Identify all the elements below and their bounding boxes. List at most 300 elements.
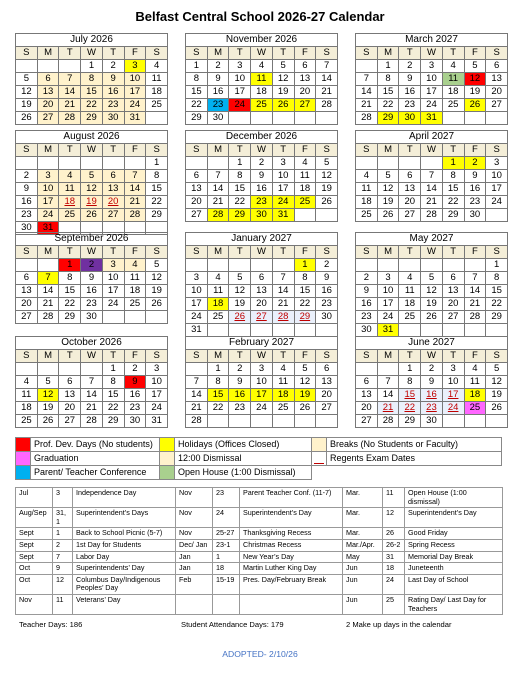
day-cell: 3: [272, 157, 294, 170]
empty-cell: [377, 363, 399, 376]
event-month: Mar.: [343, 508, 383, 528]
weekday-header: W: [421, 350, 443, 363]
day-cell: 29: [102, 415, 124, 428]
day-cell: 4: [59, 170, 81, 183]
day-cell: 31: [146, 415, 168, 428]
day-cell: 24: [186, 311, 208, 324]
day-cell: 30: [464, 209, 486, 222]
weekday-header: S: [486, 350, 508, 363]
legend-empty: [312, 466, 327, 480]
day-cell: 15: [442, 183, 464, 196]
event-row: [16, 574, 503, 594]
day-cell: 30: [316, 311, 338, 324]
weekday-header: T: [272, 144, 294, 157]
month-calendar: [185, 232, 338, 337]
event-month: Jul: [16, 488, 53, 508]
event-name: Martin Luther King Day: [240, 563, 343, 575]
event-date: 26-2: [383, 539, 405, 551]
day-cell: 10: [102, 272, 124, 285]
day-cell: 16: [124, 389, 146, 402]
legend-empty: [327, 466, 502, 480]
empty-cell: [377, 259, 399, 272]
day-cell: 26: [464, 99, 486, 112]
day-cell: 21: [81, 402, 103, 415]
day-cell: 16: [207, 86, 229, 99]
weekday-header: W: [421, 246, 443, 259]
day-cell: 6: [251, 272, 273, 285]
legend-label: Regents Exam Dates: [327, 452, 502, 466]
empty-cell: [229, 112, 251, 125]
weekday-header: T: [399, 350, 421, 363]
day-cell: 6: [356, 376, 378, 389]
day-cell: 15: [186, 86, 208, 99]
day-cell: 29: [486, 311, 508, 324]
empty-cell: [486, 415, 508, 428]
day-cell: 10: [229, 73, 251, 86]
day-cell: 22: [229, 196, 251, 209]
day-cell: 13: [486, 73, 508, 86]
day-cell: 1: [146, 157, 168, 170]
day-cell: 20: [294, 86, 316, 99]
legend-row: [16, 466, 502, 480]
day-cell: 30: [207, 112, 229, 125]
day-cell: 15: [486, 285, 508, 298]
empty-cell: [486, 112, 508, 125]
day-cell: 26: [294, 402, 316, 415]
weekday-header: S: [146, 47, 168, 60]
day-cell: 9: [207, 73, 229, 86]
day-cell: 25: [146, 99, 168, 112]
day-cell: 21: [316, 86, 338, 99]
day-cell: 31: [124, 112, 146, 125]
day-cell: 23: [356, 311, 378, 324]
day-cell: 15: [399, 389, 421, 402]
weekday-header: F: [464, 246, 486, 259]
day-cell: 19: [146, 285, 168, 298]
day-cell: 5: [229, 272, 251, 285]
event-date: 24: [213, 508, 240, 528]
day-cell: 2: [124, 363, 146, 376]
day-cell: 22: [294, 298, 316, 311]
day-cell: 24: [377, 311, 399, 324]
day-cell: 14: [464, 285, 486, 298]
day-cell: 16: [399, 86, 421, 99]
weekday-header: S: [16, 144, 38, 157]
day-cell: 24: [251, 402, 273, 415]
event-name: Superintendent’s Day: [405, 508, 503, 528]
day-cell: 8: [81, 73, 103, 86]
day-cell: 29: [442, 209, 464, 222]
day-cell: 6: [186, 170, 208, 183]
event-name: Superintendent’s Day: [240, 508, 343, 528]
day-cell: 9: [124, 376, 146, 389]
day-cell: 21: [377, 402, 399, 415]
day-cell: 1: [377, 60, 399, 73]
weekday-header: M: [207, 350, 229, 363]
event-month: Jan: [176, 563, 213, 575]
day-cell: 29: [81, 112, 103, 125]
day-cell: 5: [294, 363, 316, 376]
day-cell: 10: [421, 73, 443, 86]
day-cell: 11: [356, 183, 378, 196]
day-cell: 1: [81, 60, 103, 73]
weekday-header: F: [294, 350, 316, 363]
events-table: [15, 487, 503, 615]
event-name: Independence Day: [73, 488, 176, 508]
empty-cell: [81, 157, 103, 170]
day-cell: 5: [37, 376, 59, 389]
event-date: 12: [53, 574, 73, 594]
day-cell: 14: [124, 183, 146, 196]
event-month: Mar.: [343, 488, 383, 508]
day-cell: 15: [146, 183, 168, 196]
day-cell: 17: [486, 183, 508, 196]
day-cell: 16: [16, 196, 38, 209]
weekday-header: T: [272, 246, 294, 259]
weekday-header: W: [251, 47, 273, 60]
day-cell: 10: [442, 376, 464, 389]
day-cell: 22: [146, 196, 168, 209]
day-cell: 25: [272, 402, 294, 415]
weekday-header: M: [37, 246, 59, 259]
weekday-header: M: [377, 144, 399, 157]
day-cell: 5: [464, 60, 486, 73]
event-name: Spring Recess: [405, 539, 503, 551]
weekday-header: M: [37, 47, 59, 60]
day-cell: 27: [316, 402, 338, 415]
weekday-header: T: [272, 47, 294, 60]
weekday-header: S: [356, 246, 378, 259]
empty-cell: [229, 324, 251, 337]
day-cell: 20: [316, 389, 338, 402]
day-cell: 2: [81, 259, 103, 272]
day-cell: 8: [399, 376, 421, 389]
weekday-header: F: [294, 144, 316, 157]
day-cell: 30: [421, 415, 443, 428]
day-cell: 4: [207, 272, 229, 285]
day-cell: 29: [229, 209, 251, 222]
event-month: Sept: [16, 539, 53, 551]
day-cell: 11: [59, 183, 81, 196]
event-date: 18: [383, 563, 405, 575]
day-cell: 10: [37, 183, 59, 196]
day-cell: 1: [442, 157, 464, 170]
day-cell: 1: [486, 259, 508, 272]
day-cell: 15: [59, 285, 81, 298]
empty-cell: [272, 415, 294, 428]
empty-cell: [316, 324, 338, 337]
weekday-header: W: [81, 144, 103, 157]
event-date: 9: [53, 563, 73, 575]
page-title: Belfast Central School 2026-27 Calendar: [135, 9, 385, 24]
day-cell: 4: [251, 60, 273, 73]
day-cell: 19: [229, 298, 251, 311]
day-cell: 2: [399, 60, 421, 73]
weekday-header: M: [207, 246, 229, 259]
empty-cell: [207, 259, 229, 272]
day-cell: 30: [81, 311, 103, 324]
weekday-header: S: [146, 246, 168, 259]
legend-label: Holidays (Offices Closed): [175, 438, 312, 452]
empty-cell: [186, 363, 208, 376]
empty-cell: [272, 324, 294, 337]
day-cell: 17: [37, 196, 59, 209]
day-cell: 8: [229, 170, 251, 183]
empty-cell: [16, 363, 38, 376]
day-cell: 25: [356, 209, 378, 222]
weekday-header: T: [59, 350, 81, 363]
day-cell: 8: [442, 170, 464, 183]
empty-cell: [59, 60, 81, 73]
day-cell: 22: [442, 196, 464, 209]
day-cell: 20: [16, 298, 38, 311]
empty-cell: [146, 311, 168, 324]
day-cell: 17: [102, 285, 124, 298]
legend-label: Parent/ Teacher Conference: [31, 466, 160, 480]
day-cell: 23: [399, 99, 421, 112]
day-cell: 24: [124, 99, 146, 112]
legend-label: Graduation: [31, 452, 160, 466]
empty-cell: [124, 311, 146, 324]
empty-cell: [16, 157, 38, 170]
day-cell: 7: [124, 170, 146, 183]
day-cell: 23: [316, 298, 338, 311]
day-cell: 26: [316, 196, 338, 209]
weekday-header: S: [486, 144, 508, 157]
day-cell: 27: [251, 311, 273, 324]
day-cell: 3: [37, 170, 59, 183]
day-cell: 19: [421, 298, 443, 311]
month-title: June 2027: [356, 337, 508, 350]
weekday-header: W: [251, 144, 273, 157]
day-cell: 24: [421, 99, 443, 112]
day-cell: 28: [377, 415, 399, 428]
empty-cell: [81, 363, 103, 376]
day-cell: 26: [146, 298, 168, 311]
legend-label: Breaks (No Students or Faculty): [327, 438, 502, 452]
weekday-header: F: [294, 246, 316, 259]
day-cell: 15: [102, 389, 124, 402]
day-cell: 17: [272, 183, 294, 196]
day-cell: 9: [251, 170, 273, 183]
day-cell: 27: [356, 415, 378, 428]
day-cell: 4: [294, 157, 316, 170]
day-cell: 3: [146, 363, 168, 376]
empty-cell: [486, 209, 508, 222]
day-cell: 6: [102, 170, 124, 183]
day-cell: 31: [272, 209, 294, 222]
month-calendar: [185, 336, 338, 428]
adopted-date: ADOPTED- 2/10/26: [222, 649, 298, 659]
event-date: 15-19: [213, 574, 240, 594]
day-cell: 16: [251, 183, 273, 196]
legend-swatch: [16, 466, 31, 480]
event-row: [16, 508, 503, 528]
event-date: 1: [53, 528, 73, 540]
weekday-header: M: [37, 350, 59, 363]
event-date: 3: [53, 488, 73, 508]
day-cell: 12: [294, 376, 316, 389]
day-cell: 11: [294, 170, 316, 183]
legend-label: Open House (1:00 Dismissal): [175, 466, 312, 480]
day-cell: 22: [377, 99, 399, 112]
day-cell: 24: [102, 298, 124, 311]
weekday-header: S: [316, 47, 338, 60]
day-cell: 14: [59, 86, 81, 99]
empty-cell: [294, 112, 316, 125]
day-cell: 13: [399, 183, 421, 196]
day-cell: 13: [251, 285, 273, 298]
day-cell: 23: [81, 298, 103, 311]
event-name: Juneteenth: [405, 563, 503, 575]
event-name: Superintendents’ Day: [73, 563, 176, 575]
day-cell: 21: [37, 298, 59, 311]
makeup-days: 2 Make up days in the calendar: [346, 620, 452, 629]
empty-cell: [124, 157, 146, 170]
event-name: 1st Day for Students: [73, 539, 176, 551]
event-name: Labor Day: [73, 551, 176, 563]
day-cell: 30: [399, 112, 421, 125]
empty-cell: [207, 415, 229, 428]
day-cell: 28: [316, 99, 338, 112]
day-cell: 3: [124, 60, 146, 73]
day-cell: 21: [356, 99, 378, 112]
day-cell: 26: [377, 209, 399, 222]
day-cell: 9: [102, 73, 124, 86]
day-cell: 13: [37, 86, 59, 99]
weekday-header: S: [16, 350, 38, 363]
day-cell: 18: [442, 86, 464, 99]
event-date: 11: [53, 594, 73, 614]
empty-cell: [486, 324, 508, 337]
day-cell: 5: [377, 170, 399, 183]
weekday-header: T: [272, 350, 294, 363]
day-cell: 1: [399, 363, 421, 376]
day-cell: 6: [294, 60, 316, 73]
day-cell: 1: [59, 259, 81, 272]
weekday-header: S: [186, 350, 208, 363]
day-cell: 21: [464, 298, 486, 311]
day-cell: 15: [377, 86, 399, 99]
day-cell: 20: [486, 86, 508, 99]
weekday-header: S: [186, 144, 208, 157]
day-cell: 4: [124, 259, 146, 272]
month-calendar: [15, 130, 168, 235]
weekday-header: S: [186, 246, 208, 259]
empty-cell: [229, 259, 251, 272]
day-cell: 27: [442, 311, 464, 324]
day-cell: 25: [251, 99, 273, 112]
day-cell: 7: [186, 376, 208, 389]
day-cell: 12: [81, 183, 103, 196]
day-cell: 18: [146, 86, 168, 99]
day-cell: 23: [16, 209, 38, 222]
day-cell: 9: [229, 376, 251, 389]
day-cell: 25: [16, 415, 38, 428]
day-cell: 25: [207, 311, 229, 324]
day-cell: 15: [229, 183, 251, 196]
month-calendar: [355, 33, 508, 125]
empty-cell: [356, 363, 378, 376]
event-date: 11: [383, 488, 405, 508]
empty-cell: [356, 157, 378, 170]
event-month: Jan: [176, 551, 213, 563]
day-cell: 2: [207, 60, 229, 73]
month-title: December 2026: [186, 131, 338, 144]
day-cell: 19: [81, 196, 103, 209]
day-cell: 7: [377, 376, 399, 389]
day-cell: 14: [356, 86, 378, 99]
day-cell: 21: [124, 196, 146, 209]
day-cell: 30: [124, 415, 146, 428]
day-cell: 3: [421, 60, 443, 73]
weekday-header: S: [146, 144, 168, 157]
event-month: Sept: [16, 551, 53, 563]
month-calendar: [355, 130, 508, 222]
day-cell: 19: [377, 196, 399, 209]
empty-cell: [186, 157, 208, 170]
day-cell: 11: [207, 285, 229, 298]
day-cell: 18: [294, 183, 316, 196]
day-cell: 17: [251, 389, 273, 402]
empty-cell: [316, 112, 338, 125]
day-cell: 14: [377, 389, 399, 402]
event-name: Veterans’ Day: [73, 594, 176, 614]
event-name: [240, 594, 343, 614]
day-cell: 2: [356, 272, 378, 285]
day-cell: 23: [207, 99, 229, 112]
day-cell: 5: [16, 73, 38, 86]
day-cell: 19: [37, 402, 59, 415]
event-name: Open House (1:00 dismissal): [405, 488, 503, 508]
day-cell: 9: [421, 376, 443, 389]
day-cell: 14: [207, 183, 229, 196]
day-cell: 10: [124, 73, 146, 86]
day-cell: 25: [464, 402, 486, 415]
day-cell: 26: [37, 415, 59, 428]
day-cell: 2: [16, 170, 38, 183]
day-cell: 31: [186, 324, 208, 337]
empty-cell: [186, 259, 208, 272]
day-cell: 27: [186, 209, 208, 222]
event-month: Oct: [16, 563, 53, 575]
day-cell: 8: [377, 73, 399, 86]
day-cell: 11: [16, 389, 38, 402]
day-cell: 17: [124, 86, 146, 99]
weekday-header: S: [16, 246, 38, 259]
month-title: August 2026: [16, 131, 168, 144]
day-cell: 1: [186, 60, 208, 73]
event-date: 1: [213, 551, 240, 563]
day-cell: 3: [186, 272, 208, 285]
day-cell: 4: [356, 170, 378, 183]
day-cell: 6: [59, 376, 81, 389]
day-cell: 6: [316, 363, 338, 376]
weekday-header: T: [102, 144, 124, 157]
weekday-header: S: [146, 350, 168, 363]
day-cell: 26: [229, 311, 251, 324]
day-cell: 8: [486, 272, 508, 285]
event-name: Christmas Recess: [240, 539, 343, 551]
day-cell: 30: [356, 324, 378, 337]
day-cell: 28: [59, 112, 81, 125]
day-cell: 15: [207, 389, 229, 402]
event-date: 23-1: [213, 539, 240, 551]
month-calendar: [185, 33, 338, 125]
legend-label: Prof. Dev. Days (No students): [31, 438, 160, 452]
day-cell: 12: [16, 86, 38, 99]
event-date: 2: [53, 539, 73, 551]
